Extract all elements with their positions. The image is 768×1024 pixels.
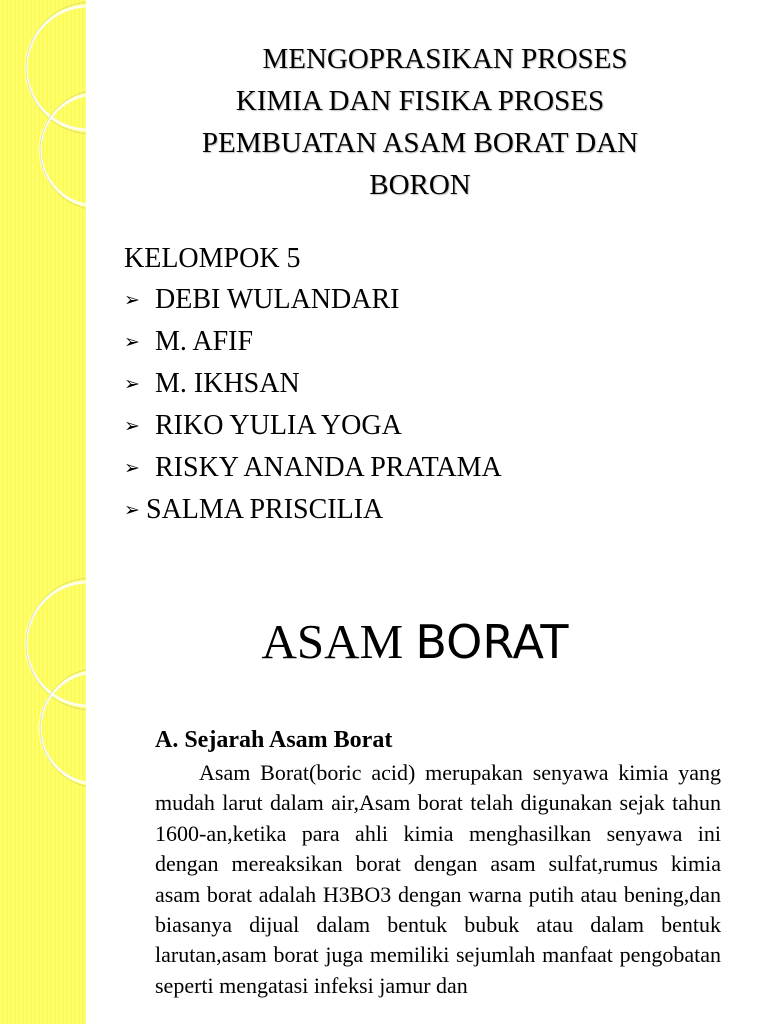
title-line: PEMBUATAN ASAM BORAT DAN: [201, 127, 639, 159]
title-part: ASAM: [261, 614, 416, 669]
decorative-rings-icon: [0, 0, 86, 566]
list-item: [124, 279, 502, 321]
member-name: RIKO YULIA YOGA: [155, 410, 402, 441]
group-section: [124, 238, 502, 531]
arrowhead-bullet-icon: ➢: [124, 374, 140, 395]
arrowhead-bullet-icon: ➢: [124, 416, 140, 437]
title-line: BORON: [369, 169, 471, 201]
title-line: MENGOPRASIKAN PROSES: [262, 43, 628, 75]
arrowhead-bullet-icon: ➢: [124, 290, 140, 311]
member-name: DEBI WULANDARI: [155, 284, 400, 315]
list-item: [124, 405, 502, 447]
member-list: [124, 279, 502, 531]
member-name: M. AFIF: [155, 326, 254, 357]
slide-2-title: [0, 612, 768, 672]
yellow-side-band: [0, 0, 86, 566]
list-item: [124, 363, 502, 405]
body-paragraph: Asam Borat(boric acid) merupakan senyawa kimia yang mudah larut dalam air,Asam borat telah digunakan sejak tahun 1600-an,ketika para ahli kimia menghasilkan senyawa ini dengan mereaksikan borat dengan asam sulfat,rumus kimia asam borat adalah H3BO3 dengan warna putih atau bening,dan biasanya dijual dalam bentuk bubuk atau dalam bentuk larutan,asam borat juga memiliki sejumlah manfaat pengobatan seperti mengatasi infeksi jamur dan: [155, 760, 721, 998]
list-item: [124, 447, 502, 489]
page-title: [150, 38, 690, 206]
list-item: [124, 321, 502, 363]
arrowhead-bullet-icon: ➢: [124, 500, 140, 521]
list-item: [124, 489, 502, 531]
group-label: KELOMPOK 5: [124, 243, 301, 274]
title-line: KIMIA DAN FISIKA PROSES: [235, 85, 605, 117]
title-part: BORAT: [415, 615, 569, 669]
arrowhead-bullet-icon: ➢: [124, 458, 140, 479]
member-name: M. IKHSAN: [155, 368, 300, 399]
section-heading: A. Sejarah Asam Borat: [155, 727, 393, 753]
arrowhead-bullet-icon: ➢: [124, 332, 140, 353]
member-name: SALMA PRISCILIA: [146, 494, 384, 525]
member-name: RISKY ANANDA PRATAMA: [155, 452, 502, 483]
